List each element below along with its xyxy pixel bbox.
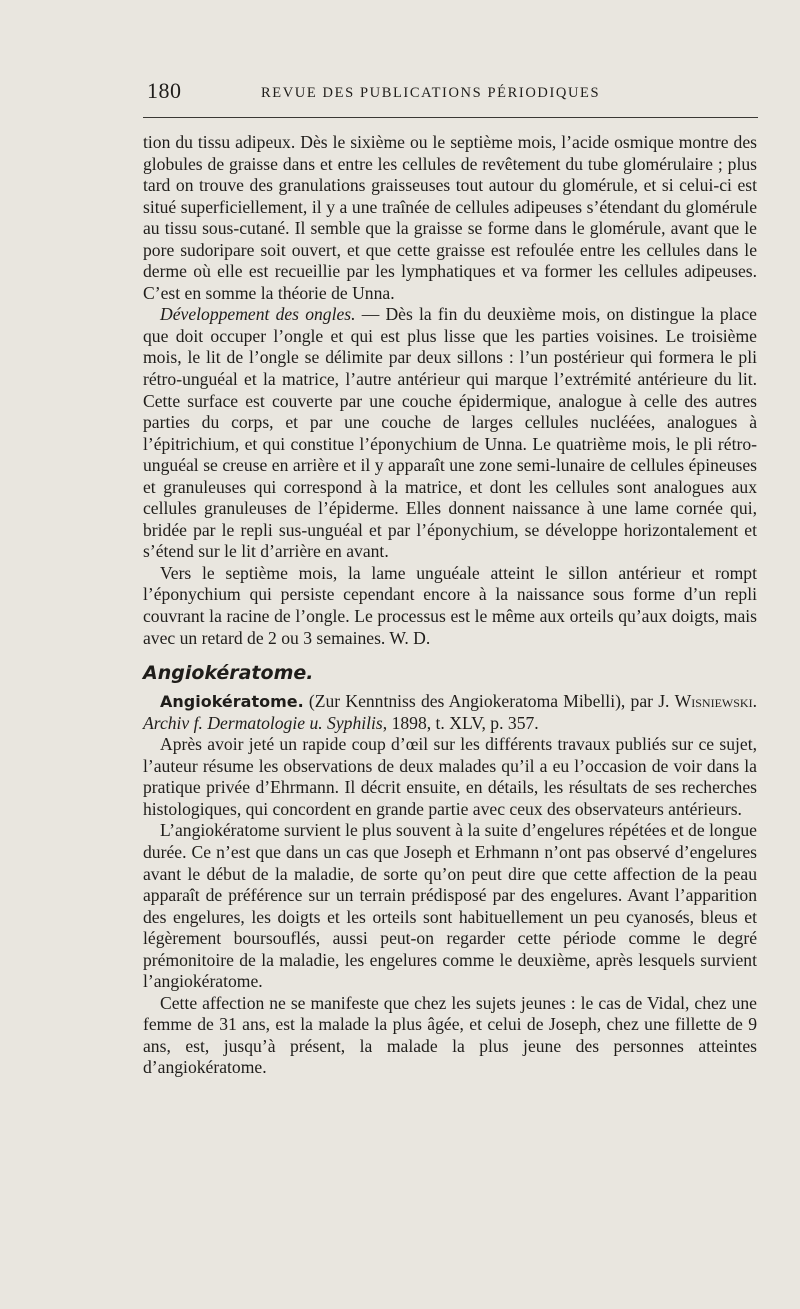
paragraph-continuation: tion du tissu adipeux. Dès le sixième ou le septième mois, l’acide osmique montre des globules de graisse dans et entre les cellules de revêtement du tube glomérulaire ; plus tard on trouve des granulations graisseuses tout autour du glomérule, et si celui-ci est situé superficiellement, il y a une traînée de cellules adipeuses s’étendant du glomérule au tissu sous-cutané. Il semble que la graisse se forme dans le glomérule, avant que le pore sudoripare soit ouvert, et que cette graisse est refoulée entre les cellules dans le derme où elle est recueillie par les lymphatiques et va former les cellules adipeuses. C’est en somme la théorie de Unna. xyxy=(143,132,757,303)
header-rule xyxy=(143,117,758,118)
body-text xyxy=(143,132,757,1079)
paragraph-engelures: L’angiokératome survient le plus souvent à la suite d’engelures répétées et de longue durée. Ce n’est que dans un cas que Joseph et Erhmann n’ont pas observé d’engelures avant le début de la maladie, de sorte qu’on peut dire que cette affection de la peau apparaît de préférence sur un terrain prédisposé par des engelures. Avant l’apparition des engelures, les doigts et les orteils sont habituellement un peu cyanosés, bleus et légèrement boursouflés, aussi peut-on regarder cette période comme le degré prémonitoire de la maladie, les engelures comme le deuxième, après lesquels survient l’angiokératome. xyxy=(143,820,757,992)
paragraph-text: — Dès la fin du deuxième mois, on distingue la place que doit occuper l’ongle et qui est plus lisse que les parties voisines. Le troisième mois, le lit de l’ongle se délimite par deux sillons : l’un postérieur qui formera le pli rétro-unguéal et la matrice, l’autre antérieur qui marque l’extrémité antérieure du lit. Cette surface est couverte par une couche épidermique, analogue à celle des autres parties du corps, et par une couche de larges cellules nucléées, analogues à l’épitrichium, et qui constitue l’éponychium de Unna. Le quatrième mois, le pli rétro-unguéal se creuse en arrière et il y apparaît une zone semi-lunaire de cellules épineuses et granuleuses qui correspond à la matrice, et dont les cellules sont analogues aux cellules granuleuses de l’épiderme. Elles donnent naissance à une lame cornée qui, bridée par le repli sus-unguéal et par l’éponychium, se développe horizontalement et s’étend sur le lit d’arrière en avant. xyxy=(143,304,757,562)
paragraph-summary: Après avoir jeté un rapide coup d’œil sur les différents travaux publiés sur ce sujet, l’auteur résume les observations de deux malades qu’il a eu l’occasion de voir dans la pratique privée d’Ehrmann. Il décrit ensuite, en détails, les résultats de ses recherches histologiques, qui concordent en grande partie avec ceux des observateurs antérieurs. xyxy=(143,734,757,819)
reference-journal: Archiv f. Dermatologie u. Syphilis xyxy=(143,712,383,733)
page-header xyxy=(143,78,758,108)
subsection-title: Développement des ongles. xyxy=(160,304,356,325)
bibliographic-reference xyxy=(143,691,757,734)
reference-author: Wisniewski xyxy=(674,691,753,712)
section-heading: Angiokératome. xyxy=(143,662,314,685)
paragraph-seventh-month: Vers le septième mois, la lame unguéale atteint le sillon antérieur et rompt l’éponychium qui persiste cependant encore à la naissance sous forme d’un repli couvrant la racine de l’ongle. Le processus est le même aux orteils qu’aux doigts, mais avec un retard de 2 ou 3 semaines. W. D. xyxy=(143,562,757,648)
paragraph-age: Cette affection ne se manifeste que chez les sujets jeunes : le cas de Vidal, chez une femme de 31 ans, est la malade la plus âgée, et celui de Joseph, chez une fillette de 9 ans, est, jusqu’à présent, la malade la plus jeune des personnes atteintes d’angiokératome. xyxy=(143,992,757,1078)
page-number: 180 xyxy=(147,78,182,103)
reference-separator: . xyxy=(752,691,757,712)
running-title: REVUE DES PUBLICATIONS PÉRIODIQUES xyxy=(261,85,601,101)
article-title: Angiokératome. xyxy=(160,692,304,712)
paragraph-nail-development xyxy=(143,304,757,563)
reference-text: (Zur Kenntniss des Angiokeratoma Mibelli), par J. xyxy=(303,691,675,712)
reference-details: , 1898, t. XLV, p. 357. xyxy=(382,712,539,733)
